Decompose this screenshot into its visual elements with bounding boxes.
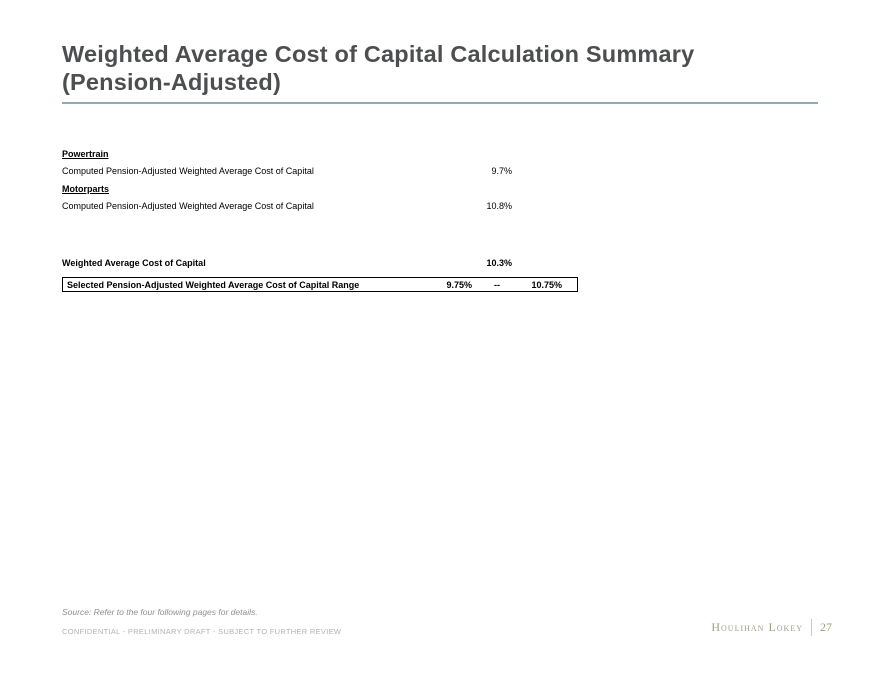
row-value: 10.8%	[486, 201, 512, 212]
selected-wacc-range-box	[62, 277, 578, 292]
selected-range-low-value: 9.75%	[446, 279, 472, 290]
table-spacer	[62, 215, 578, 255]
footer-brand-area	[711, 619, 832, 636]
selected-range-high-value: 10.75%	[531, 279, 562, 290]
table-row-powertrain-computed-wacc	[62, 163, 578, 181]
brand-page-divider	[811, 619, 812, 636]
row-label: Computed Pension-Adjusted Weighted Average Cost of Capital	[62, 166, 314, 177]
table-section-header-motorparts	[62, 180, 578, 198]
table-row-weighted-average-total	[62, 255, 578, 273]
page-title-line-2: (Pension-Adjusted)	[62, 69, 282, 95]
page-title-line-1: Weighted Average Cost of Capital Calculation Summary	[62, 41, 695, 67]
row-value: 10.3%	[486, 258, 512, 269]
table-section-header-powertrain	[62, 145, 578, 163]
row-label: Computed Pension-Adjusted Weighted Average Cost of Capital	[62, 201, 314, 212]
page-number: 27	[820, 620, 832, 634]
section-header-label: Motorparts	[62, 183, 109, 194]
section-header-label: Powertrain	[62, 148, 109, 159]
table-row-motorparts-computed-wacc	[62, 198, 578, 216]
row-label: Weighted Average Cost of Capital	[62, 258, 206, 269]
selected-range-separator: --	[494, 279, 500, 290]
source-note: Source: Refer to the four following pages for details.	[62, 607, 258, 617]
row-value: 9.7%	[491, 166, 512, 177]
title-block	[62, 40, 818, 104]
selected-range-label: Selected Pension-Adjusted Weighted Average Cost of Capital Range	[67, 279, 360, 290]
wacc-summary-table	[62, 145, 578, 292]
confidentiality-disclaimer: CONFIDENTIAL - PRELIMINARY DRAFT - SUBJECT TO FURTHER REVIEW	[62, 627, 342, 636]
brand-logo-text: Houlihan Lokey	[711, 620, 803, 634]
